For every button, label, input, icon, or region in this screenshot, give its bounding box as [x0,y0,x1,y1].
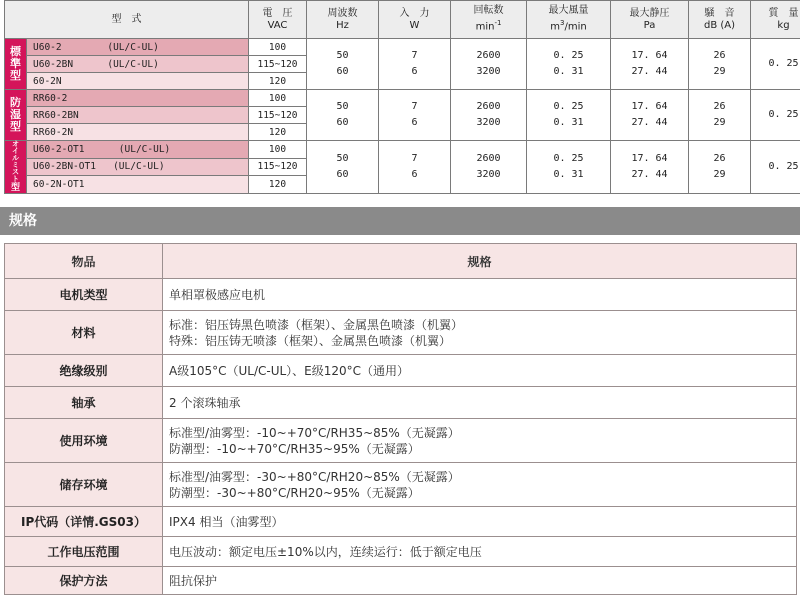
voltage-value: 120 [249,176,307,194]
spec-row-ip-code [5,507,797,537]
header-speed: 回転数 $\min^{-1}$ [451,1,527,39]
header-spec: 规格 [163,244,797,279]
header-pressure: 最大静圧 Pa [611,1,689,39]
pressure-cell: 17. 64 27. 44 [611,39,689,90]
header-noise: 騒 音 dB (A) [689,1,751,39]
pressure-cell: 17. 64 27. 44 [611,90,689,141]
model-table-header [5,1,800,39]
spec-label: IP代码（详情.GS03） [5,507,163,537]
header-mass: 質 量 kg [751,1,800,39]
voltage-value: 120 [249,73,307,90]
model-name: U60-2-OT1 (UL/C-UL) [27,141,249,159]
noise-cell: 26 29 [689,141,751,194]
spec-row-operating-env [5,419,797,463]
noise-cell: 26 29 [689,39,751,90]
header-frequency: 周波数 Hz [307,1,379,39]
frequency-cell: 50 60 [307,141,379,194]
spec-value: IPX4 相当（油雾型） [163,507,797,537]
voltage-value: 100 [249,141,307,159]
spec-value: 阻抗保护 [163,567,797,595]
model-name: U60-2BN-OT1 (UL/C-UL) [27,158,249,176]
input-cell: 7 6 [379,90,451,141]
speed-cell: 2600 3200 [451,39,527,90]
spec-label: 保护方法 [5,567,163,595]
spec-label: 电机类型 [5,279,163,311]
spec-row-voltage-range [5,537,797,567]
category-oil-mist: オ イ ル ミ ス ト 型 [5,141,27,194]
model-name: RR60-2BN [27,107,249,124]
header-item: 物品 [5,244,163,279]
model-name: 60-2N-OT1 [27,176,249,194]
spec-value: 标准型/油雾型：-30~+80°C/RH20~85%（无凝露） 防潮型：-30~+80°C/RH20~95%（无凝露） [163,463,797,507]
voltage-value: 120 [249,124,307,141]
airflow-cell: 0. 25 0. 31 [527,39,611,90]
mass-cell: 0. 25 [751,90,800,141]
spec-value: 标准型/油雾型：-10~+70°C/RH35~85%（无凝露） 防潮型：-10~+70°C/RH35~95%（无凝露） [163,419,797,463]
spec-row-motor-type [5,279,797,311]
spec-table-header [5,244,797,279]
spec-label: 绝缘级别 [5,355,163,387]
spec-label: 轴承 [5,387,163,419]
model-name: RR60-2 [27,90,249,107]
spec-value: 标准：铝压铸黑色喷漆（框架）、金属黑色喷漆（机翼） 特殊：铝压铸无喷漆（框架）、金属黑色喷漆（机翼） [163,311,797,355]
header-voltage: 電 圧 VAC [249,1,307,39]
spec-label: 工作电压范围 [5,537,163,567]
model-name: 60-2N [27,73,249,90]
spec-table [4,243,796,595]
spec-row-protection [5,567,797,595]
table-row [5,141,800,159]
speed-cell: 2600 3200 [451,90,527,141]
input-cell: 7 6 [379,141,451,194]
mass-cell: 0. 25 [751,39,800,90]
spec-label: 使用环境 [5,419,163,463]
input-cell: 7 6 [379,39,451,90]
header-airflow: 最大風量 $m^3/\min$ [527,1,611,39]
spec-value: A级105°C（UL/C-UL）、E级120°C（通用） [163,355,797,387]
voltage-value: 115~120 [249,56,307,73]
spec-value: 电压波动：额定电压±10%以内，连续运行：低于额定电压 [163,537,797,567]
spec-value: 单相罩极感应电机 [163,279,797,311]
header-model: 型 式 [5,1,249,39]
mass-cell: 0. 25 [751,141,800,194]
spec-row-material [5,311,797,355]
model-name: U60-2BN (UL/C-UL) [27,56,249,73]
spec-label: 材料 [5,311,163,355]
pressure-cell: 17. 64 27. 44 [611,141,689,194]
voltage-value: 100 [249,90,307,107]
header-input: 入 力 W [379,1,451,39]
frequency-cell: 50 60 [307,90,379,141]
spec-row-bearing [5,387,797,419]
spec-row-insulation [5,355,797,387]
model-table [4,0,796,194]
category-standard: 標 準 型 [5,39,27,90]
section-bar [0,207,800,235]
model-name: RR60-2N [27,124,249,141]
voltage-value: 100 [249,39,307,56]
spec-label: 储存环境 [5,463,163,507]
voltage-value: 115~120 [249,158,307,176]
section-title: 规格 [9,213,37,229]
airflow-cell: 0. 25 0. 31 [527,141,611,194]
frequency-cell: 50 60 [307,39,379,90]
noise-cell: 26 29 [689,90,751,141]
model-name: U60-2 (UL/C-UL) [27,39,249,56]
category-moisture-proof: 防 湿 型 [5,90,27,141]
table-row [5,90,800,107]
speed-cell: 2600 3200 [451,141,527,194]
airflow-cell: 0. 25 0. 31 [527,90,611,141]
table-row [5,39,800,56]
spec-row-storage-env [5,463,797,507]
voltage-value: 115~120 [249,107,307,124]
spec-value: 2 个滚珠轴承 [163,387,797,419]
